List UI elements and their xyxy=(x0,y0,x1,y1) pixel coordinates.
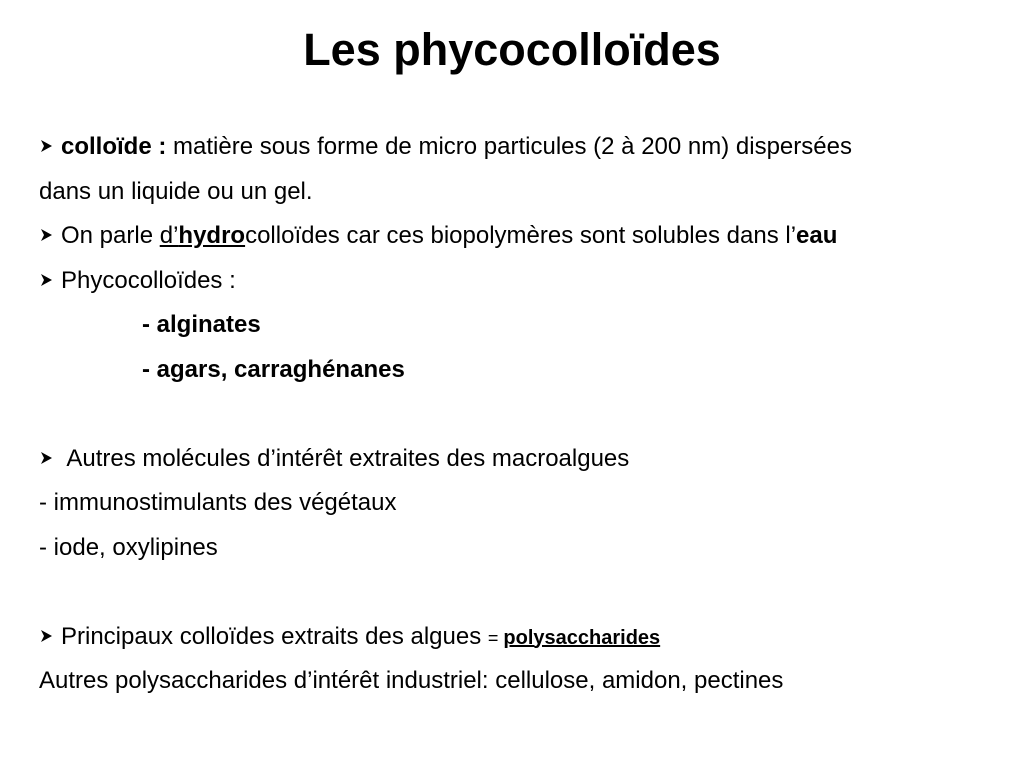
item-immunostimulants xyxy=(39,481,1009,526)
spacer xyxy=(39,570,1009,615)
bullet-phycocolloides xyxy=(39,259,1009,304)
arrowhead-right-icon xyxy=(39,228,53,242)
definition-text: matière sous forme de micro particules (2 à 200 nm) dispersées xyxy=(166,133,852,160)
agars-text: - agars, carraghénanes xyxy=(142,355,405,383)
subitem-alginates xyxy=(39,303,1009,348)
polysaccharides-term: polysaccharides xyxy=(503,626,661,649)
eau-term: eau xyxy=(796,222,838,249)
definition-text-continued: dans un liquide ou un gel. xyxy=(39,177,313,205)
definition-continuation xyxy=(39,170,1009,215)
principaux-text: Principaux colloïdes extraits des algues xyxy=(61,622,488,650)
term-colloide: colloïde : xyxy=(61,133,167,160)
subitem-agars xyxy=(39,348,1009,393)
iode-text: - iode, oxylipines xyxy=(39,533,218,561)
autres-molecules-text: Autres molécules d’intérêt extraites des macroalgues xyxy=(61,444,630,472)
hydro-term: hydro xyxy=(178,222,246,249)
bullet-colloide-definition xyxy=(39,125,1009,170)
item-autres-polysaccharides xyxy=(39,659,1009,704)
arrowhead-right-icon xyxy=(39,139,53,153)
spacer xyxy=(39,392,1009,437)
slide-title: Les phycocolloïdes xyxy=(303,24,721,75)
hydro-middle-text: colloïdes car ces biopolymères sont solubles dans l’ xyxy=(245,222,797,249)
item-iode xyxy=(39,526,1009,571)
bullet-hydrocolloides xyxy=(39,214,1009,259)
hydro-prefix-text: On parle xyxy=(61,222,160,249)
immunostimulants-text: - immunostimulants des végétaux xyxy=(39,489,397,516)
arrowhead-right-icon xyxy=(39,451,53,465)
phycocolloides-label: Phycocolloïdes : xyxy=(61,266,236,294)
arrowhead-right-icon xyxy=(39,273,53,287)
arrowhead-right-icon xyxy=(39,629,53,643)
hydro-article: d’ xyxy=(159,222,179,249)
bullet-autres-molecules xyxy=(39,437,1009,482)
slide-body xyxy=(39,125,1009,704)
alginates-text: - alginates xyxy=(142,311,261,338)
equals-sign: = xyxy=(487,627,504,648)
bullet-principaux-colloides xyxy=(39,615,1009,660)
autres-polysaccharides-text: Autres polysaccharides d’intérêt industriel: cellulose, amidon, pectines xyxy=(39,667,784,694)
